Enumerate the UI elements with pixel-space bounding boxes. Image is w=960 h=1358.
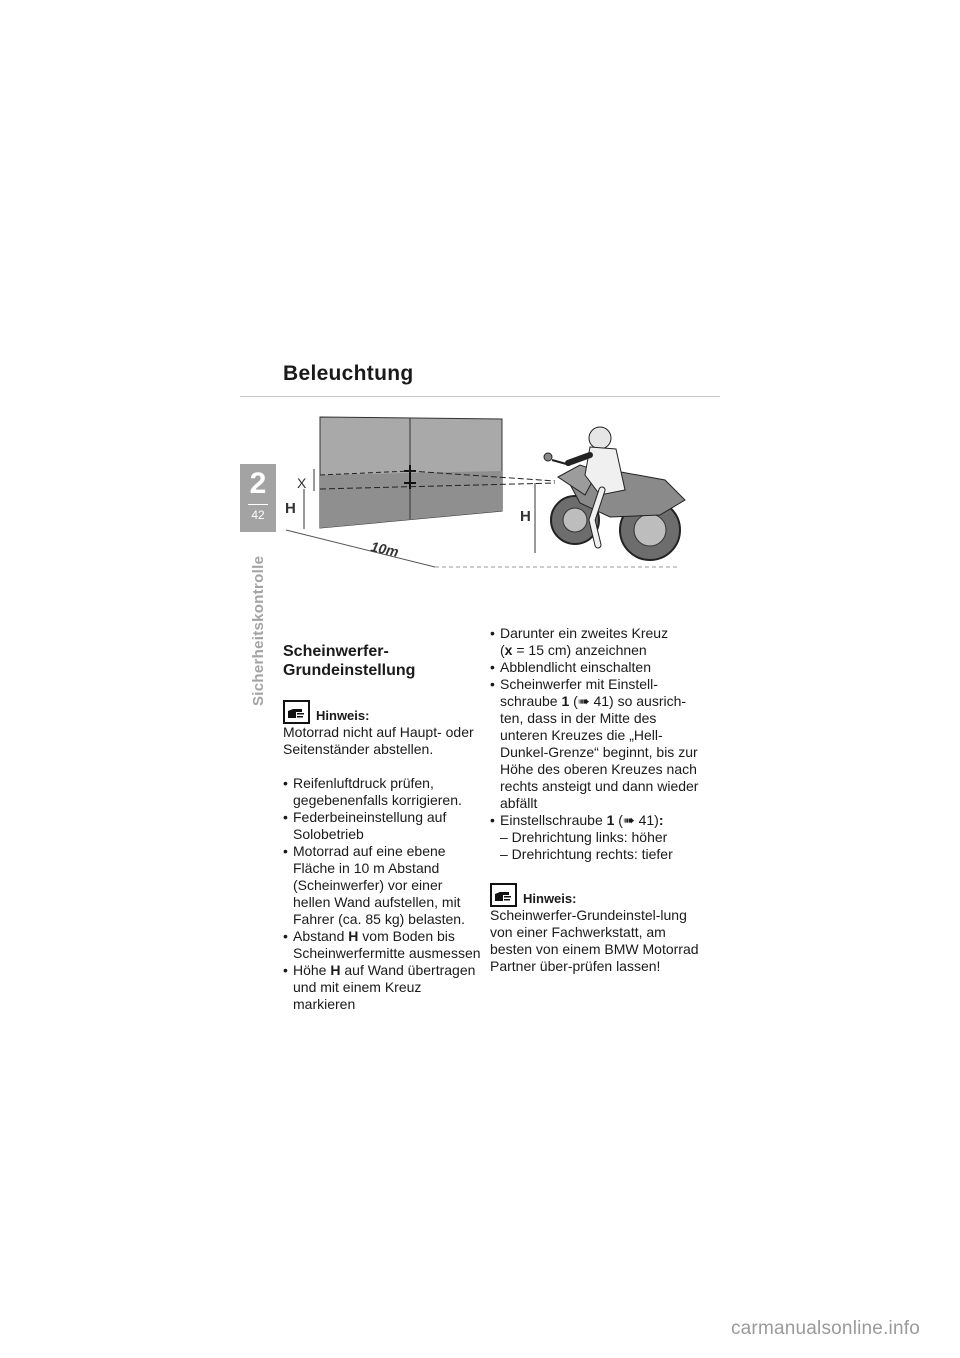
step-text: auf Wand übertragen und mit einem Kreuz markieren: [293, 962, 476, 1012]
key-letter: x: [504, 642, 513, 658]
step-item: • Motorrad auf eine ebene Fläche in 10 m Abstand (Scheinwerfer) vor einer hellen Wand aufstellen, mit Fahrer (ca. 85 kg) belasten.: [283, 843, 483, 928]
step-item: [283, 962, 483, 1013]
label-h-wall: H: [285, 500, 296, 517]
key-letter: H: [348, 928, 359, 944]
step-item: • Abblendlicht einschalten: [490, 659, 700, 676]
step-text: Darunter ein zweites Kreuz: [500, 625, 669, 641]
sub-item: – Drehrichtung rechts: tiefer: [500, 846, 673, 862]
key-number: 1: [561, 693, 570, 709]
step-item: [490, 676, 700, 812]
chapter-tab: [240, 464, 276, 532]
note-label: Hinweis:: [523, 891, 577, 906]
site-watermark: carmanualsonline.info: [730, 1318, 920, 1339]
page-number: 42: [251, 508, 265, 522]
label-distance: 10m: [369, 538, 401, 560]
note-text: Scheinwerfer-Grundeinstel-lung von einer Fachwerkstatt, am besten von einem BMW Motorrad Partner über-prüfen lassen!: [490, 907, 699, 974]
step-text: Scheinwerfer mit Einstell-schraube: [500, 676, 658, 709]
note-header: [283, 700, 483, 724]
step-list: [283, 775, 483, 1013]
step-text: Höhe: [293, 962, 331, 978]
step-item: [490, 625, 700, 659]
step-item: [490, 812, 700, 829]
page-reference[interactable]: (➠ 41): [569, 693, 614, 709]
sub-item: – Drehrichtung links: höher: [500, 829, 668, 845]
title-divider: [240, 396, 720, 397]
step-text: Einstellschraube: [500, 812, 607, 828]
step-text: = 15 cm) anzeichnen: [512, 642, 647, 658]
section-heading: [283, 642, 483, 680]
floor-line-left: [286, 530, 435, 567]
step-text: Abstand: [293, 928, 349, 944]
key-number: 1: [606, 812, 615, 828]
section-heading-line2: Grundeinstellung: [283, 662, 416, 679]
chapter-number: 2: [249, 467, 267, 500]
note-label: Hinweis:: [316, 708, 370, 723]
label-x: X: [297, 475, 307, 491]
step-text: vom Boden bis Scheinwerfermitte ausmessen: [293, 928, 481, 961]
label-h-bike: H: [520, 508, 531, 525]
chapter-side-label: Sicherheitskontrolle: [250, 555, 267, 706]
step-item: [283, 928, 483, 962]
right-column: [490, 625, 700, 992]
step-text: so ausrich-ten, dass in der Mitte des unteren Kreuzes die „Hell-Dunkel-Grenze“ beginnt, bis zur Höhe des oberen Kreuzes nach rechts ansteigt und dann wieder abfällt: [500, 693, 699, 811]
step-item: • Federbeineinstellung auf Solobetrieb: [283, 809, 483, 843]
colon: :: [658, 812, 664, 828]
page-title: Beleuchtung: [283, 362, 414, 385]
note-text: Motorrad nicht auf Haupt- oder Seitenständer abstellen.: [283, 724, 474, 757]
headlight-adjustment-illustration: [280, 405, 700, 580]
step-text: (: [500, 642, 505, 658]
step-list-continued: [490, 625, 700, 829]
left-column: [283, 642, 483, 1013]
spacer: [490, 863, 700, 883]
section-heading-line1: Scheinwerfer-: [283, 643, 389, 660]
key-letter: H: [330, 962, 341, 978]
note-hand-icon: [283, 700, 310, 724]
step-item: • Reifenluftdruck prüfen, gegebenenfalls korrigieren.: [283, 775, 483, 809]
note-header: [490, 883, 700, 907]
note-hand-icon: [490, 883, 517, 907]
page-reference[interactable]: (➠ 41): [614, 812, 659, 828]
